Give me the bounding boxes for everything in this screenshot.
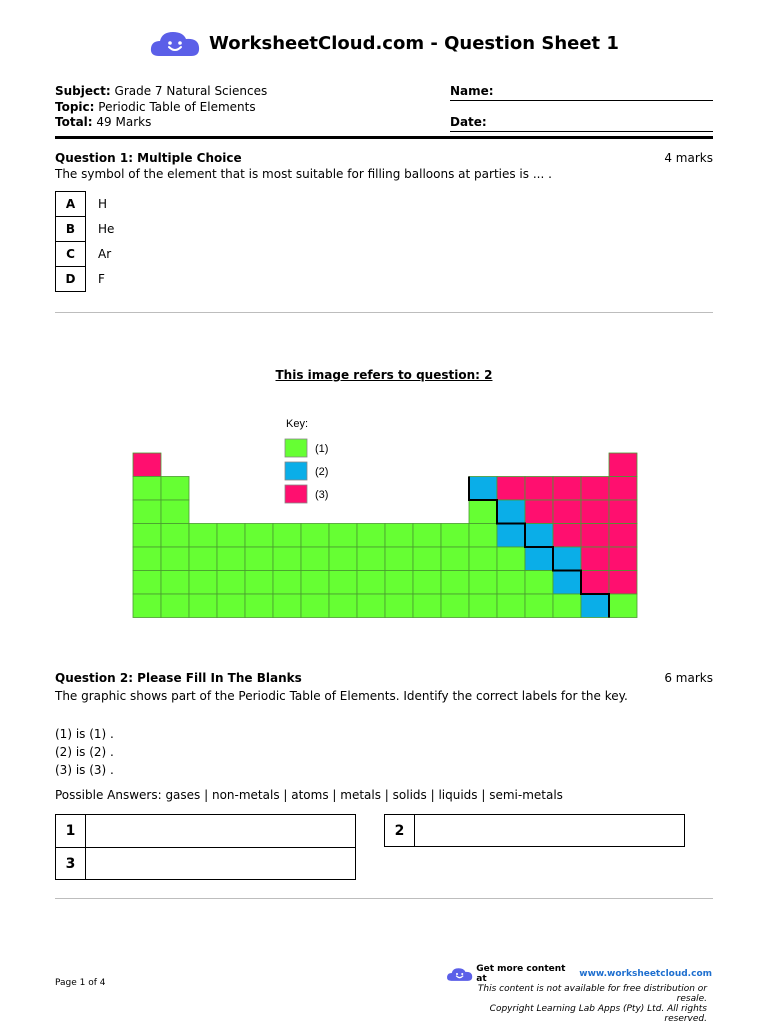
key-item-1 <box>285 439 328 457</box>
element-cell <box>217 524 245 548</box>
element-cell <box>581 500 609 524</box>
element-cell <box>469 594 497 618</box>
element-cell <box>357 547 385 571</box>
option-letter: A <box>56 192 86 217</box>
element-cell <box>245 547 273 571</box>
element-cell <box>609 594 637 618</box>
element-cell <box>581 571 609 595</box>
element-cell <box>357 524 385 548</box>
element-cell <box>133 524 161 548</box>
periodic-table-graphic <box>125 410 645 625</box>
element-cell <box>441 594 469 618</box>
element-cell <box>441 524 469 548</box>
element-cell <box>469 571 497 595</box>
element-cell <box>385 571 413 595</box>
element-cell <box>441 571 469 595</box>
element-cell <box>525 594 553 618</box>
element-cell <box>609 524 637 548</box>
key-item-2 <box>285 462 328 480</box>
element-cell <box>553 547 581 571</box>
element-cell <box>581 524 609 548</box>
element-cell <box>273 571 301 595</box>
element-cell <box>609 547 637 571</box>
element-cell <box>441 547 469 571</box>
key-label-2: (2) <box>315 466 329 478</box>
element-cell <box>525 524 553 548</box>
element-cell <box>245 594 273 618</box>
possible-answers: Possible Answers: gases | non-metals | atoms | metals | solids | liquids | semi-metals <box>55 788 563 802</box>
element-cell <box>161 594 189 618</box>
option-b[interactable] <box>56 217 115 242</box>
element-cell <box>133 594 161 618</box>
element-cell <box>497 477 525 501</box>
element-cell <box>217 547 245 571</box>
element-cell <box>301 571 329 595</box>
element-cell <box>189 524 217 548</box>
element-cell <box>189 571 217 595</box>
element-cell <box>413 571 441 595</box>
option-a[interactable] <box>56 192 115 217</box>
element-cell <box>525 547 553 571</box>
element-cell <box>525 500 553 524</box>
element-cell <box>133 453 161 477</box>
name-field[interactable] <box>450 100 713 101</box>
date-field[interactable] <box>450 131 713 132</box>
key-title: Key: <box>286 418 309 430</box>
key-swatch-2 <box>285 462 307 480</box>
element-cell <box>245 571 273 595</box>
element-cell <box>553 477 581 501</box>
key-swatch-3 <box>285 485 307 503</box>
blank-2: (2) is (2) . <box>55 745 114 759</box>
element-cell <box>329 524 357 548</box>
element-cell <box>609 571 637 595</box>
element-cell <box>357 571 385 595</box>
footer-notice <box>446 964 712 1024</box>
distribution-notice: This content is not available for free distribution or resale. <box>477 984 707 1004</box>
element-cell <box>497 500 525 524</box>
subject-value: Grade 7 Natural Sciences <box>114 84 268 98</box>
option-letter: B <box>56 217 86 242</box>
key-swatch-1 <box>285 439 307 457</box>
element-cell <box>189 594 217 618</box>
cloud-logo-icon <box>446 966 473 982</box>
page-title: WorksheetCloud.com - Question Sheet 1 <box>209 32 619 54</box>
element-cell <box>413 594 441 618</box>
element-cell <box>245 524 273 548</box>
option-d[interactable] <box>56 267 115 292</box>
answer-box-number: 1 <box>56 815 86 847</box>
element-cell <box>413 547 441 571</box>
q2-text: The graphic shows part of the Periodic Table of Elements. Identify the correct labels for the key. <box>55 689 628 703</box>
section-divider <box>55 898 713 899</box>
key-label-3: (3) <box>315 489 329 501</box>
page-number: Page 1 of 4 <box>55 978 106 988</box>
answer-box-number: 3 <box>56 848 86 879</box>
blank-1: (1) is (1) . <box>55 727 114 741</box>
element-cell <box>469 524 497 548</box>
element-cell <box>469 477 497 501</box>
element-cell <box>497 547 525 571</box>
q2-marks: 6 marks <box>664 671 713 685</box>
option-letter: D <box>56 267 86 292</box>
element-cell <box>609 477 637 501</box>
section-divider <box>55 312 713 313</box>
image-caption: This image refers to question: 2 <box>275 368 493 382</box>
date-label: Date: <box>450 115 487 129</box>
element-cell <box>133 571 161 595</box>
element-cell <box>385 524 413 548</box>
element-cell <box>217 594 245 618</box>
element-cell <box>385 594 413 618</box>
option-letter: C <box>56 242 86 267</box>
element-cell <box>273 594 301 618</box>
topic-label: Topic: <box>55 99 95 114</box>
option-value: F <box>98 272 105 286</box>
element-cell <box>161 500 189 524</box>
q2-title: Question 2: Please Fill In The Blanks <box>55 671 302 685</box>
cloud-logo-icon <box>149 28 201 58</box>
element-cell <box>609 500 637 524</box>
element-cell <box>301 547 329 571</box>
element-cell <box>273 524 301 548</box>
q1-marks: 4 marks <box>664 151 713 165</box>
element-cell <box>161 477 189 501</box>
q1-options <box>55 191 115 292</box>
element-cell <box>329 571 357 595</box>
element-cell <box>497 571 525 595</box>
element-cell <box>217 571 245 595</box>
element-cell <box>357 594 385 618</box>
subject-label: Subject: <box>55 84 111 98</box>
copyright-notice: Copyright Learning Lab Apps (Pty) Ltd. All rights reserved. <box>489 1004 707 1024</box>
element-cell <box>553 500 581 524</box>
name-label: Name: <box>450 84 494 98</box>
total-label: Total: <box>55 115 93 129</box>
element-cell <box>133 477 161 501</box>
answer-box-1[interactable] <box>55 814 356 848</box>
element-cell <box>385 547 413 571</box>
answer-box-2[interactable] <box>384 814 685 847</box>
element-cell <box>581 477 609 501</box>
element-cell <box>161 547 189 571</box>
element-cell <box>133 500 161 524</box>
option-value: H <box>98 197 108 211</box>
total-value: 49 Marks <box>96 115 152 129</box>
option-c[interactable] <box>56 242 115 267</box>
element-cell <box>273 547 301 571</box>
element-cell <box>553 524 581 548</box>
element-cell <box>413 524 441 548</box>
answer-box-number: 2 <box>385 815 415 846</box>
answer-box-3[interactable] <box>55 847 356 880</box>
element-cell <box>497 524 525 548</box>
blank-3: (3) is (3) . <box>55 763 114 777</box>
periodic-table-cells <box>133 453 637 618</box>
q2-blanks <box>55 725 114 779</box>
element-cell <box>553 571 581 595</box>
element-cell <box>469 547 497 571</box>
get-more-text: Get more content at <box>476 964 566 984</box>
element-cell <box>329 594 357 618</box>
element-cell <box>301 524 329 548</box>
site-link[interactable]: www.worksheetcloud.com <box>579 969 712 979</box>
worksheet-meta <box>55 84 267 131</box>
element-cell <box>301 594 329 618</box>
element-cell <box>329 547 357 571</box>
element-cell <box>497 594 525 618</box>
element-cell <box>525 571 553 595</box>
header-divider <box>55 136 713 139</box>
element-cell <box>581 547 609 571</box>
element-cell <box>189 547 217 571</box>
key-item-3 <box>285 485 328 503</box>
element-cell <box>133 547 161 571</box>
key-label-1: (1) <box>315 443 329 455</box>
page-header <box>0 28 768 62</box>
element-cell <box>161 571 189 595</box>
option-value: Ar <box>98 247 112 261</box>
topic-value: Periodic Table of Elements <box>98 99 256 114</box>
element-cell <box>525 477 553 501</box>
q1-text: The symbol of the element that is most suitable for filling balloons at parties is ... . <box>55 167 552 181</box>
element-cell <box>581 594 609 618</box>
element-cell <box>553 594 581 618</box>
q1-title: Question 1: Multiple Choice <box>55 151 242 165</box>
element-cell <box>609 453 637 477</box>
option-value: He <box>98 222 115 236</box>
element-cell <box>161 524 189 548</box>
element-cell <box>469 500 497 524</box>
